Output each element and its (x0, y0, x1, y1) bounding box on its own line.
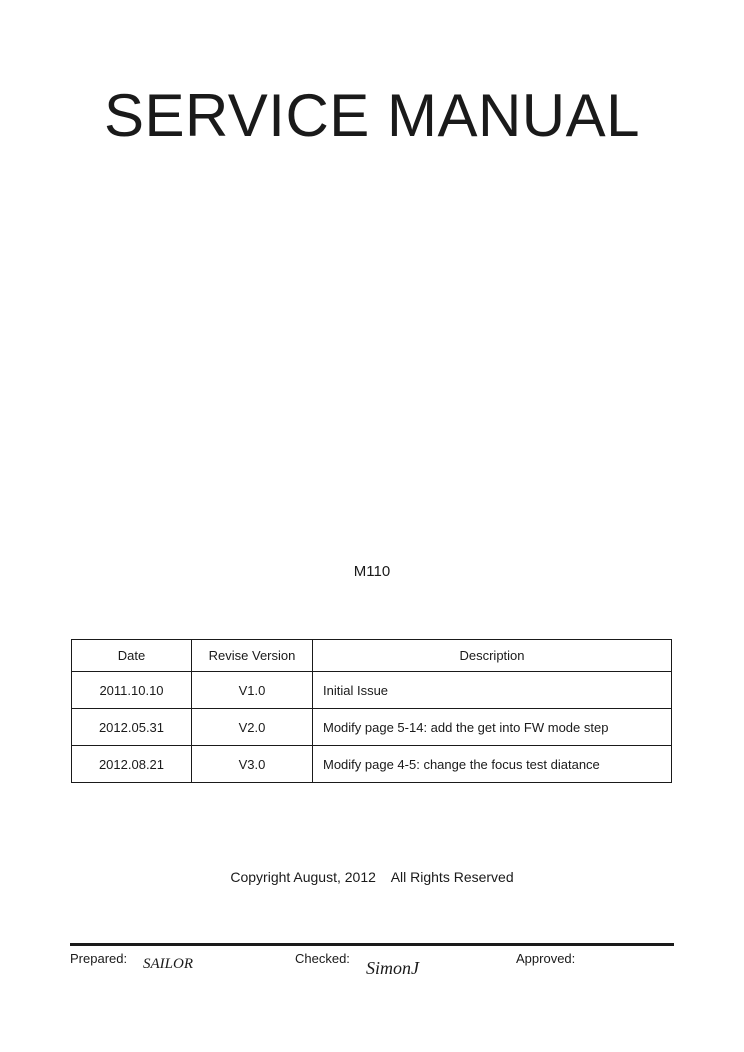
prepared-signature: SAILOR (143, 956, 193, 972)
column-header-description: Description (313, 640, 672, 672)
copyright-notice: Copyright August, 2012 All Rights Reserved (230, 869, 514, 885)
table-row (72, 709, 672, 746)
revision-date: 2012.05.31 (72, 709, 192, 746)
revision-date: 2011.10.10 (72, 672, 192, 709)
approved-label: Approved: (516, 951, 576, 966)
revision-table (71, 639, 672, 783)
table-row (72, 746, 672, 783)
revision-version: V1.0 (192, 672, 313, 709)
table-header-row (72, 640, 672, 672)
column-header-date: Date (72, 640, 192, 672)
revision-description: Modify page 5-14: add the get into FW mode step (313, 709, 672, 746)
model-number: M110 (353, 563, 391, 580)
checked-label: Checked: (295, 951, 350, 966)
revision-description: Initial Issue (313, 672, 672, 709)
signoff-divider (70, 943, 674, 946)
revision-version: V2.0 (192, 709, 313, 746)
revision-version: V3.0 (192, 746, 313, 783)
column-header-revise-version: Revise Version (192, 640, 313, 672)
checked-signature: SimonJ (366, 958, 419, 978)
revision-description: Modify page 4-5: change the focus test diatance (313, 746, 672, 783)
document-title: SERVICE MANUAL (103, 82, 641, 149)
revision-date: 2012.08.21 (72, 746, 192, 783)
prepared-label: Prepared: (70, 951, 128, 966)
table-row (72, 672, 672, 709)
